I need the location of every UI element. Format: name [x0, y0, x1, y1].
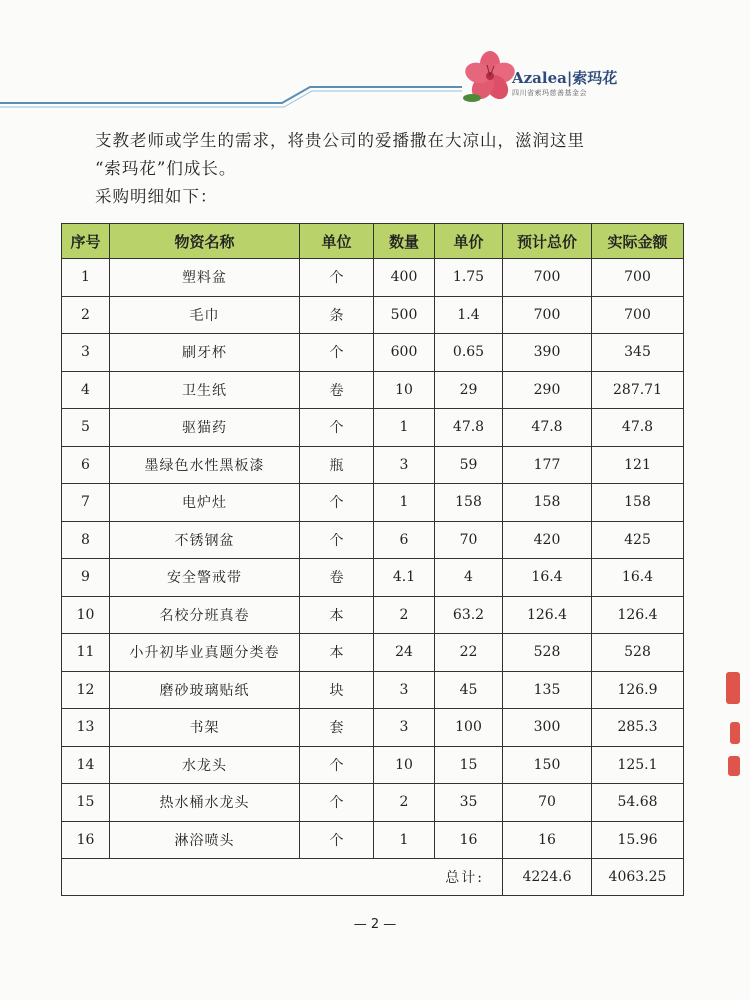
table-row [62, 709, 684, 747]
row-index: 7 [62, 484, 110, 522]
unit-price: 70 [435, 521, 503, 559]
unit-price: 100 [435, 709, 503, 747]
table-row [62, 821, 684, 859]
unit-price: 45 [435, 671, 503, 709]
procurement-table [61, 223, 684, 896]
quantity: 4.1 [374, 559, 435, 597]
table-row [62, 334, 684, 372]
actual-amount: 16.4 [592, 559, 684, 597]
logo [462, 48, 618, 106]
unit: 个 [300, 259, 374, 297]
unit: 个 [300, 784, 374, 822]
total-row [62, 859, 684, 896]
estimated-total: 70 [503, 784, 592, 822]
actual-amount: 121 [592, 446, 684, 484]
estimated-total: 420 [503, 521, 592, 559]
row-index: 8 [62, 521, 110, 559]
item-name: 塑料盆 [110, 259, 300, 297]
estimated-total: 300 [503, 709, 592, 747]
actual-amount: 125.1 [592, 746, 684, 784]
table-row [62, 446, 684, 484]
unit-price: 1.75 [435, 259, 503, 297]
quantity: 3 [374, 709, 435, 747]
unit: 个 [300, 334, 374, 372]
table-row [62, 296, 684, 334]
row-index: 1 [62, 259, 110, 297]
table-row [62, 559, 684, 597]
quantity: 3 [374, 671, 435, 709]
col-header: 序号 [62, 224, 110, 259]
table-row [62, 371, 684, 409]
header-decoration [0, 0, 750, 120]
estimated-total: 700 [503, 296, 592, 334]
unit: 个 [300, 484, 374, 522]
quantity: 24 [374, 634, 435, 672]
actual-amount: 700 [592, 296, 684, 334]
item-name: 毛巾 [110, 296, 300, 334]
quantity: 1 [374, 484, 435, 522]
unit-price: 59 [435, 446, 503, 484]
actual-amount: 126.9 [592, 671, 684, 709]
quantity: 600 [374, 334, 435, 372]
actual-amount: 528 [592, 634, 684, 672]
row-index: 10 [62, 596, 110, 634]
item-name: 墨绿色水性黑板漆 [110, 446, 300, 484]
red-stamp-fragment [726, 672, 740, 704]
unit-price: 35 [435, 784, 503, 822]
unit-price: 1.4 [435, 296, 503, 334]
item-name: 不锈钢盆 [110, 521, 300, 559]
unit: 个 [300, 746, 374, 784]
row-index: 11 [62, 634, 110, 672]
table-row [62, 671, 684, 709]
total-actual: 4063.25 [592, 859, 684, 896]
actual-amount: 126.4 [592, 596, 684, 634]
unit-price: 29 [435, 371, 503, 409]
item-name: 书架 [110, 709, 300, 747]
actual-amount: 285.3 [592, 709, 684, 747]
estimated-total: 47.8 [503, 409, 592, 447]
item-name: 安全警戒带 [110, 559, 300, 597]
row-index: 2 [62, 296, 110, 334]
intro-line-3: 采购明细如下： [95, 187, 218, 206]
unit: 卷 [300, 559, 374, 597]
item-name: 热水桶水龙头 [110, 784, 300, 822]
estimated-total: 16.4 [503, 559, 592, 597]
quantity: 1 [374, 409, 435, 447]
estimated-total: 700 [503, 259, 592, 297]
quantity: 2 [374, 784, 435, 822]
unit-price: 4 [435, 559, 503, 597]
estimated-total: 528 [503, 634, 592, 672]
actual-amount: 15.96 [592, 821, 684, 859]
actual-amount: 158 [592, 484, 684, 522]
item-name: 电炉灶 [110, 484, 300, 522]
estimated-total: 390 [503, 334, 592, 372]
item-name: 淋浴喷头 [110, 821, 300, 859]
estimated-total: 150 [503, 746, 592, 784]
quantity: 2 [374, 596, 435, 634]
row-index: 13 [62, 709, 110, 747]
actual-amount: 700 [592, 259, 684, 297]
total-estimated: 4224.6 [503, 859, 592, 896]
col-header: 实际金额 [592, 224, 684, 259]
table-row [62, 596, 684, 634]
item-name: 磨砂玻璃贴纸 [110, 671, 300, 709]
estimated-total: 158 [503, 484, 592, 522]
unit: 套 [300, 709, 374, 747]
row-index: 4 [62, 371, 110, 409]
table-row [62, 521, 684, 559]
unit-price: 63.2 [435, 596, 503, 634]
row-index: 9 [62, 559, 110, 597]
intro-line-1: 支教老师或学生的需求，将贵公司的爱播撒在大凉山，滋润这里 [95, 131, 585, 150]
logo-brand: Azalea|索玛花 [512, 69, 618, 87]
table-row [62, 409, 684, 447]
row-index: 15 [62, 784, 110, 822]
item-name: 卫生纸 [110, 371, 300, 409]
unit-price: 15 [435, 746, 503, 784]
red-stamp-fragment [730, 722, 740, 744]
actual-amount: 287.71 [592, 371, 684, 409]
unit: 瓶 [300, 446, 374, 484]
quantity: 3 [374, 446, 435, 484]
unit: 卷 [300, 371, 374, 409]
estimated-total: 126.4 [503, 596, 592, 634]
unit-price: 0.65 [435, 334, 503, 372]
intro-line-2: “索玛花”们成长。 [95, 159, 237, 178]
quantity: 500 [374, 296, 435, 334]
quantity: 10 [374, 746, 435, 784]
table-row [62, 784, 684, 822]
table-row [62, 259, 684, 297]
unit: 块 [300, 671, 374, 709]
row-index: 14 [62, 746, 110, 784]
actual-amount: 54.68 [592, 784, 684, 822]
item-name: 小升初毕业真题分类卷 [110, 634, 300, 672]
quantity: 10 [374, 371, 435, 409]
estimated-total: 16 [503, 821, 592, 859]
item-name: 刷牙杯 [110, 334, 300, 372]
estimated-total: 177 [503, 446, 592, 484]
col-header: 数量 [374, 224, 435, 259]
table-header-row [62, 224, 684, 259]
total-label: 总计: [62, 859, 503, 896]
item-name: 驱猫药 [110, 409, 300, 447]
unit-price: 16 [435, 821, 503, 859]
unit: 本 [300, 596, 374, 634]
row-index: 16 [62, 821, 110, 859]
intro-text [95, 127, 685, 211]
estimated-total: 135 [503, 671, 592, 709]
logo-subtitle: 四川省索玛慈善基金会 [512, 89, 587, 97]
unit: 个 [300, 821, 374, 859]
quantity: 1 [374, 821, 435, 859]
unit: 条 [300, 296, 374, 334]
unit-price: 158 [435, 484, 503, 522]
table-row [62, 634, 684, 672]
actual-amount: 47.8 [592, 409, 684, 447]
row-index: 5 [62, 409, 110, 447]
table-body [62, 259, 684, 859]
unit: 个 [300, 409, 374, 447]
table-row [62, 746, 684, 784]
page-number: — 2 — [353, 917, 397, 932]
col-header: 单价 [435, 224, 503, 259]
row-index: 12 [62, 671, 110, 709]
unit: 个 [300, 521, 374, 559]
col-header: 预计总价 [503, 224, 592, 259]
row-index: 3 [62, 334, 110, 372]
item-name: 水龙头 [110, 746, 300, 784]
unit: 本 [300, 634, 374, 672]
quantity: 6 [374, 521, 435, 559]
actual-amount: 345 [592, 334, 684, 372]
row-index: 6 [62, 446, 110, 484]
unit-price: 47.8 [435, 409, 503, 447]
quantity: 400 [374, 259, 435, 297]
col-header: 单位 [300, 224, 374, 259]
col-header: 物资名称 [110, 224, 300, 259]
item-name: 名校分班真卷 [110, 596, 300, 634]
unit-price: 22 [435, 634, 503, 672]
actual-amount: 425 [592, 521, 684, 559]
red-stamp-fragment [728, 756, 740, 776]
estimated-total: 290 [503, 371, 592, 409]
table-row [62, 484, 684, 522]
